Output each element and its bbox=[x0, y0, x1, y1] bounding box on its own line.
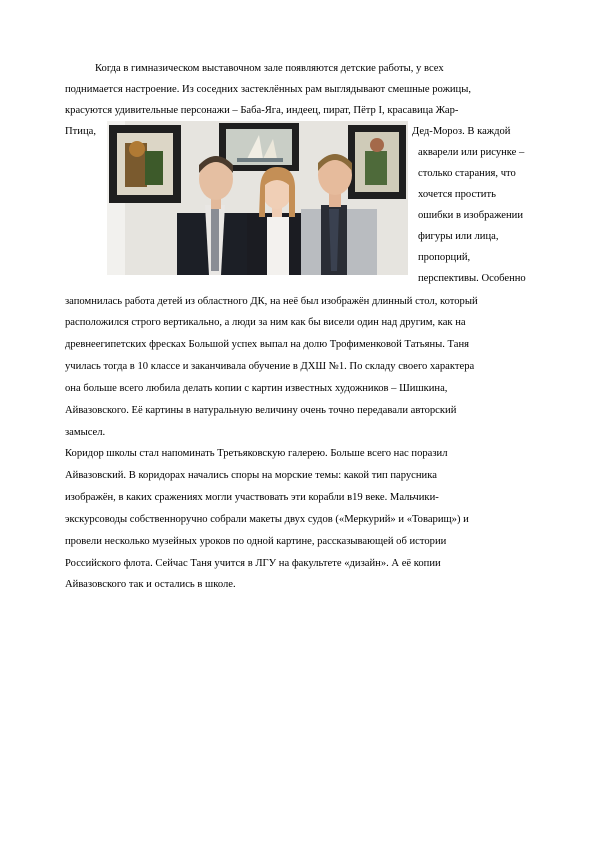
text-line: экскурсоводы собственноручно собрали макеты двух судов («Меркурий» и «Товарищ») и bbox=[65, 514, 469, 525]
text-line: акварели или рисунке – bbox=[418, 147, 525, 158]
text-line: училась тогда в 10 классе и заканчивала обучение в ДХШ №1. По складу своего характера bbox=[65, 361, 475, 372]
text-line: Российского флота. Сейчас Таня учится в ЛГУ на факультете «дизайн». А её копии bbox=[65, 558, 441, 569]
text-line: ошибки в изображении bbox=[418, 210, 523, 221]
text-line: запомнилась работа детей из областного ДК, на неё был изображён длинный стол, который bbox=[65, 296, 478, 307]
text-line: изображён, в каких сражениях могли участвовать эти корабли в19 веке. Мальчики- bbox=[65, 492, 439, 503]
text-line: хочется простить bbox=[418, 189, 496, 200]
text-line: Айвазовского так и остались в школе. bbox=[65, 579, 236, 590]
text-line: поднимается настроение. Из соседних застеклённых рам выглядывают смешные рожицы, bbox=[65, 84, 471, 95]
text-line: Айвазовский. В коридорах начались споры на морские темы: какой тип парусника bbox=[65, 470, 437, 481]
text-line: Коридор школы стал напоминать Третьяковскую галерею. Больше всего нас поразил bbox=[65, 448, 448, 459]
text-line: Айвазовского. Её картины в натуральную величину очень точно передавали авторский bbox=[65, 405, 457, 416]
text-line: провели несколько музейных уроков по одной картине, рассказывающей об истории bbox=[65, 536, 447, 547]
text-line: Когда в гимназическом выставочном зале появляются детские работы, у всех bbox=[95, 63, 444, 74]
text-line: она больше всего любила делать копии с картин известных художников – Шишкина, bbox=[65, 383, 448, 394]
text-line: красуются удивительные персонажи – Баба-Яга, индеец, пират, Пётр I, красавица Жар- bbox=[65, 105, 459, 116]
text-line: Птица, bbox=[65, 126, 96, 137]
text-line: расположился строго вертикально, а люди за ним как бы висели один над другим, как на bbox=[65, 317, 466, 328]
text-line: фигуры или лица, bbox=[418, 231, 499, 242]
text-line: пропорций, bbox=[418, 252, 471, 263]
text-line: столько старания, что bbox=[418, 168, 516, 179]
photo-students-gallery bbox=[107, 121, 408, 275]
text-line: замысел. bbox=[65, 427, 106, 438]
text-line: Дед-Мороз. В каждой bbox=[412, 126, 511, 137]
photo-illustration bbox=[107, 121, 408, 275]
text-line: древнеегипетских фресках Большой успех выпал на долю Трофименковой Татьяны. Таня bbox=[65, 339, 469, 350]
text-line: перспективы. Особенно bbox=[418, 273, 526, 284]
